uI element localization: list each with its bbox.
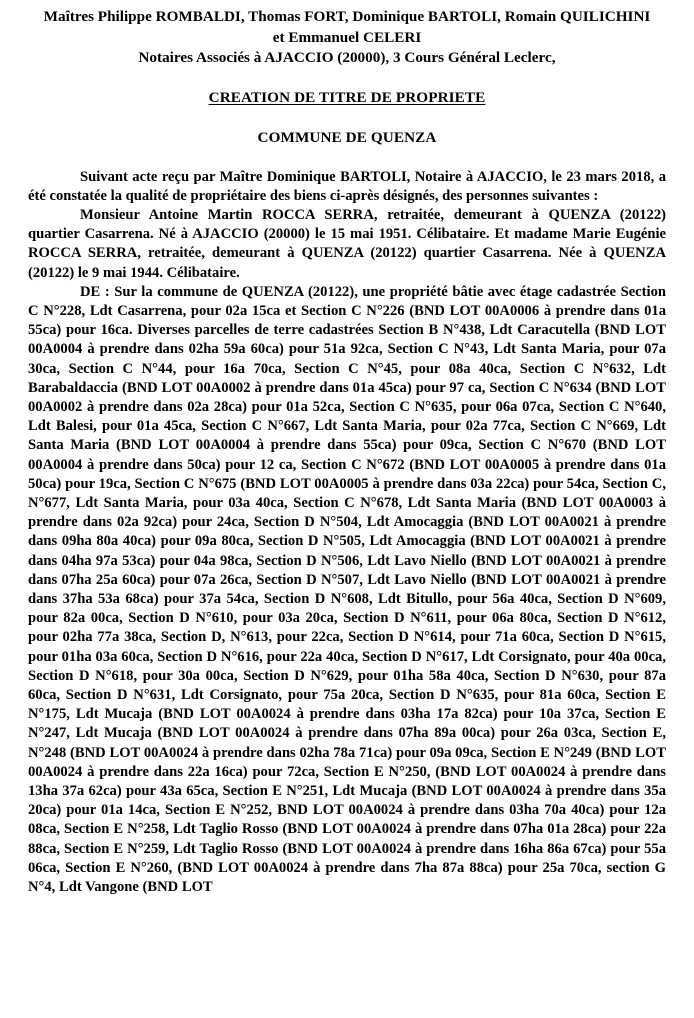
paragraph-parties: Monsieur Antoine Martin ROCCA SERRA, retraitée, demeurant à QUENZA (20122) quartier Casarrena. Né à AJACCIO (20000) le 15 mai 1951. Célibataire. Et madame Marie Eugénie ROCCA SERRA, retraitée, demeurant à QUENZA (20122) quartier Casarrena. Née à QUENZA (20122) le 9 mai 1944. Célibataire. xyxy=(28,206,666,281)
letterhead-notaries-names: Maîtres Philippe ROMBALDI, Thomas FORT, Dominique BARTOLI, Romain QUILICHINI et Emmanuel CELERI xyxy=(43,8,651,46)
document-title: CREATION DE TITRE DE PROPRIETE xyxy=(208,88,486,106)
document-content xyxy=(28,0,666,897)
paragraph-designation: DE : Sur la commune de QUENZA (20122), une propriété bâtie avec étage cadastrée Section C N°228, Ldt Casarrena, pour 02a 15ca et Section C N°226 (BND LOT 00A0006 à prendre dans 01a 55ca) pour 16ca. Diverses parcelles de terre cadastrées Section B N°438, Ldt Caracutella (BND LOT 00A0004 à prendre dans 02ha 59a 60ca) pour 51a 92ca, Section C N°43, Ldt Santa Maria, pour 07a 30ca, Section C N°44, pour 16a 70ca, Section C N°45, pour 08a 40ca, Section C N°632, Ldt Barabaldaccia (BND LOT 00A0002 à prendre dans 01a 45ca) pour 97 ca, Section C N°634 (BND LOT 00A0002 à prendre dans 02a 28ca) pour 01a 52ca, Section C N°635, pour 06a 07ca, Section C N°640, Ldt Balesi, pour 01a 45ca, Section C N°667, Ldt Santa Maria, pour 02a 77ca, Section C N°669, Ldt Santa Maria (BND LOT 00A0004 à prendre dans 55ca) pour 09ca, Section C N°670 (BND LOT 00A0004 à prendre dans 50ca) pour 12 ca, Section C N°672 (BND LOT 00A0005 à prendre dans 01a 50ca) pour 19ca, Section C N°675 (BND LOT 00A0005 à prendre dans 03a 22ca) pour 54ca, Section C, N°677, Ldt Santa Maria, pour 03a 40ca, Section C N°678, Ldt Santa Maria (BND LOT 00A0003 à prendre dans 02a 92ca) pour 24ca, Section D N°504, Ldt Amocaggia (BND LOT 00A0021 à prendre dans 09ha 80a 40ca) pour 09a 80ca, Section D N°505, Ldt Amocaggia (BND LOT 00A0021 à prendre dans 04ha 97a 53ca) pour 04a 98ca, Section D N°506, Ldt Lavo Niello (BND LOT 00A0021 à prendre dans 07ha 25a 60ca) pour 07a 26ca, Section D N°507, Ldt Lavo Niello (BND LOT 00A0021 à prendre dans 37ha 53a 68ca) pour 37a 54ca, Section D N°608, Ldt Bitullo, pour 56a 40ca, Section D N°609, pour 82a 00ca, Section D N°610, pour 03a 20ca, Section D N°611, pour 06a 80ca, Section D N°612, pour 02ha 77a 38ca, Section D, N°613, pour 22ca, Section D N°614, pour 71a 60ca, Section D N°615, pour 01ha 03a 60ca, Section D N°616, pour 22a 40ca, Section D N°617, Ldt Corsignato, pour 40a 00ca, Section D N°618, pour 30a 00ca, Section D N°629, pour 01ha 58a 40ca, Section D N°630, pour 87a 60ca, Section D N°631, Ldt Corsignato, pour 75a 20ca, Section D N°635, pour 81a 60ca, Section E N°175, Ldt Mucaja (BND LOT 00A0024 à prendre dans 03ha 17a 82ca) pour 10a 37ca, Section E N°247, Ldt Mucaja (BND LOT 00A0024 à prendre dans 07ha 89a 00ca) pour 26a 03ca, Section E, N°248 (BND LOT 00A0024 à prendre dans 02ha 78a 71ca) pour 09a 09ca, Section E N°249 (BND LOT 00A0024 à prendre dans 22a 16ca) pour 72ca, Section E N°250, (BND LOT 00A0024 à prendre dans 13ha 37a 62ca) pour 43a 65ca, Section E N°251, Ldt Mucaja (BND LOT 00A0024 à prendre dans 35a 20ca) pour 01a 14ca, Section E N°252, BND LOT 00A0024 à prendre dans 03ha 70a 40ca) pour 12a 08ca, Section E N°258, Ldt Taglio Rosso (BND LOT 00A0024 à prendre dans 07ha 01a 28ca) pour 22a 88ca, Section E N°259, Ldt Taglio Rosso (BND LOT 00A0024 à prendre dans 16ha 86a 67ca) pour 55a 06ca, Section E N°260, (BND LOT 00A0024 à prendre dans 7ha 87a 88ca) pour 25a 70ca, section G N°4, Ldt Vangone (BND LOT xyxy=(28,283,666,896)
paragraph-intro: Suivant acte reçu par Maître Dominique BARTOLI, Notaire à AJACCIO, le 23 mars 2018, a été constatée la qualité de propriétaire des biens ci-après désignés, des personnes suivantes : xyxy=(28,168,666,204)
letterhead-address: Notaires Associés à AJACCIO (20000), 3 Cours Général Leclerc, xyxy=(138,49,556,66)
letterhead xyxy=(28,0,666,69)
commune-subtitle: COMMUNE DE QUENZA xyxy=(257,128,437,146)
document-body xyxy=(28,168,666,898)
